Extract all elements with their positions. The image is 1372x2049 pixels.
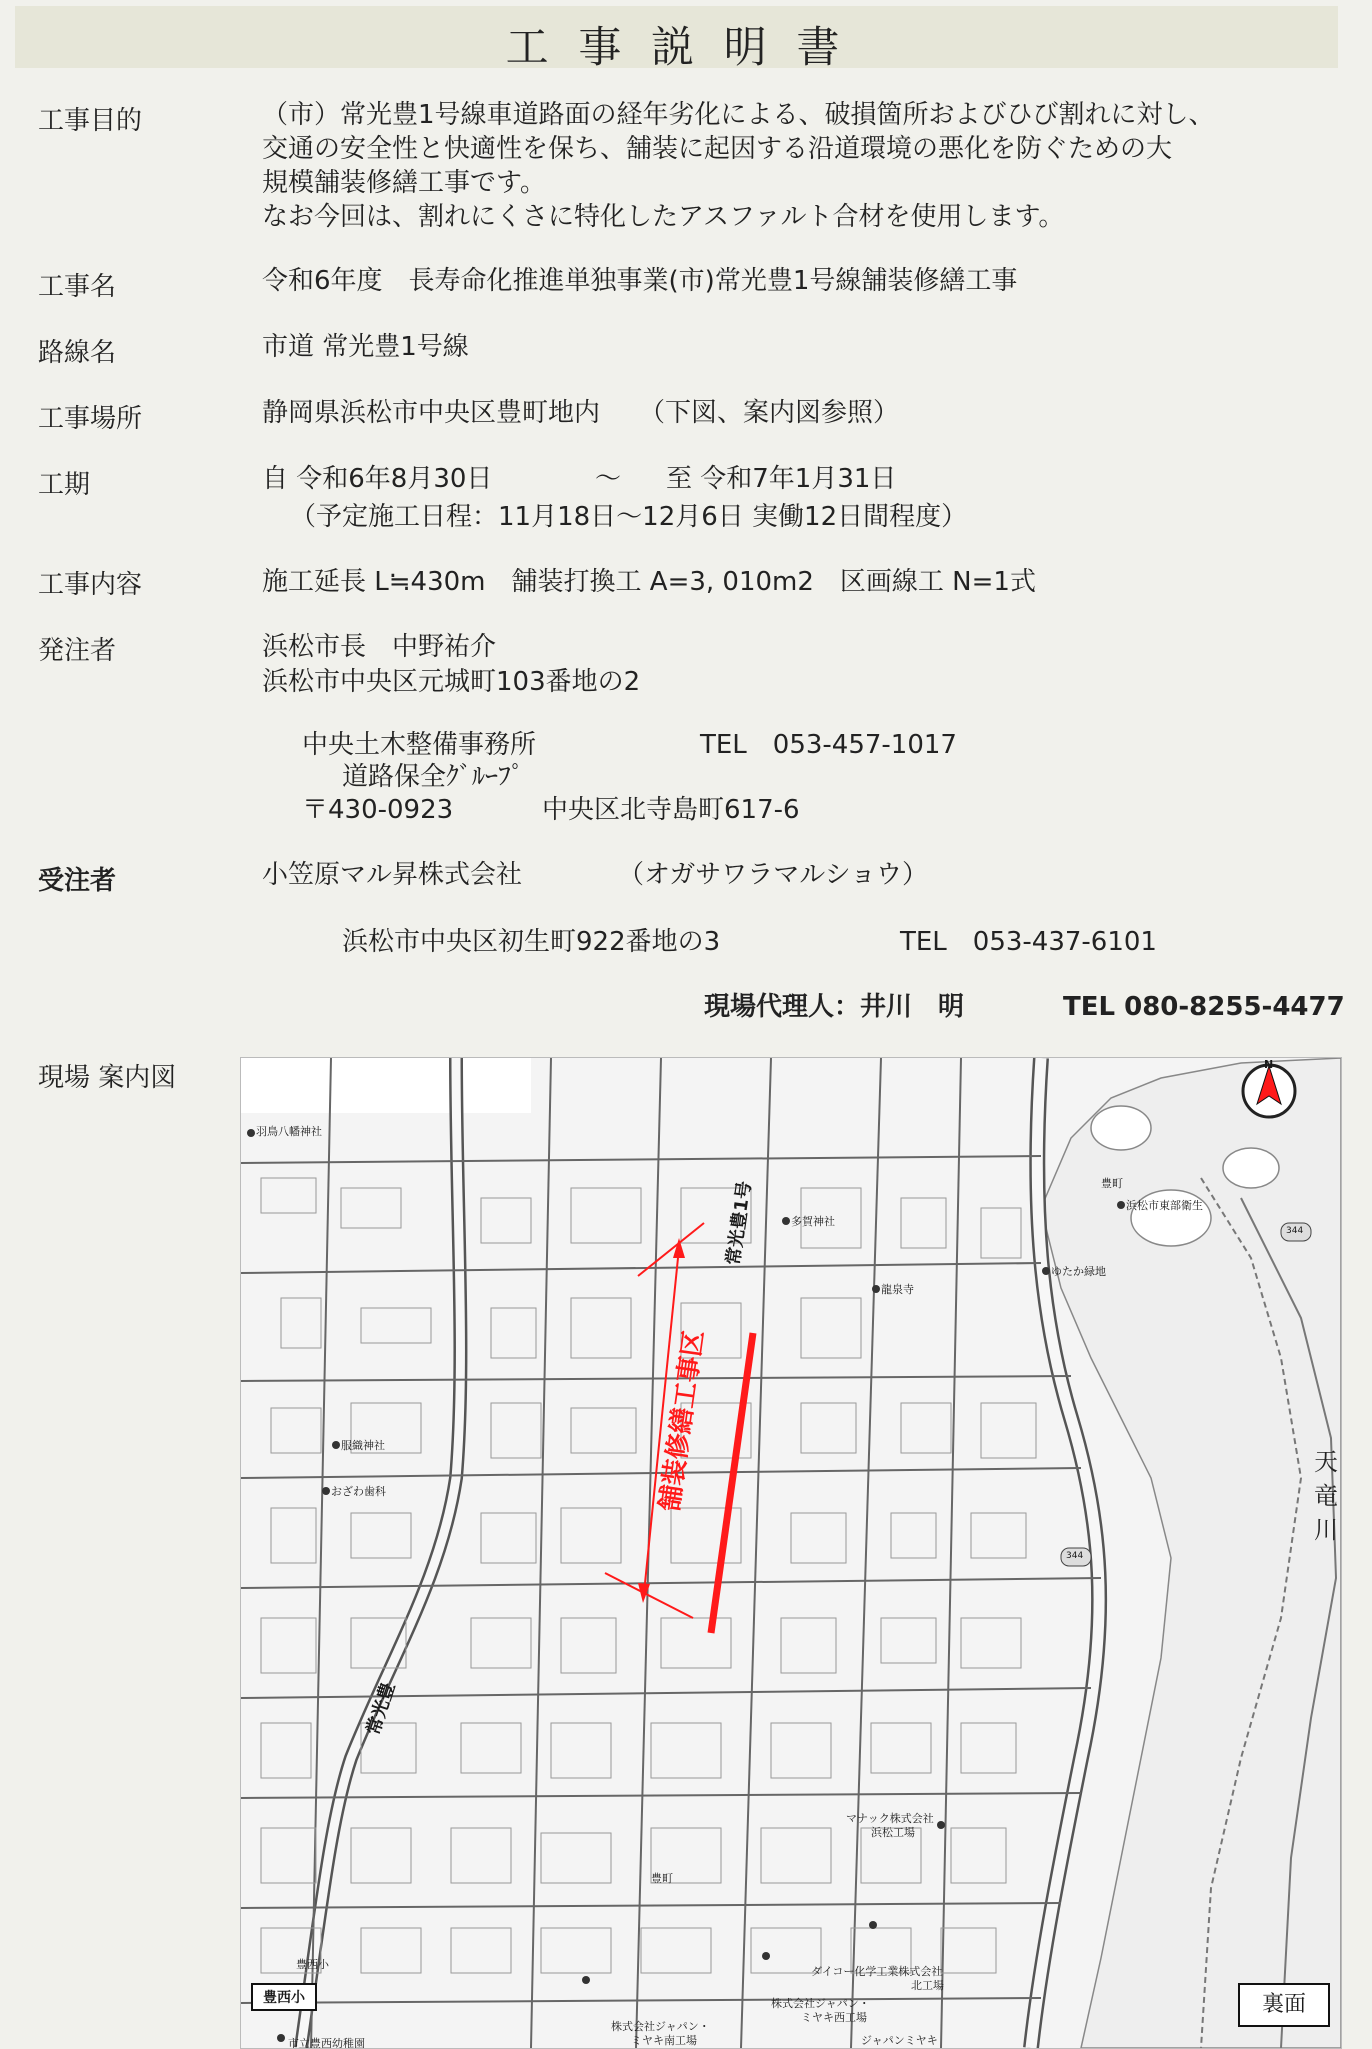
dimension-arrow-head-top [673, 1238, 685, 1258]
school-box-label: 豊西小 [251, 1983, 317, 2011]
route-344-label: 344 [1066, 1551, 1084, 1561]
client-office-addr: 中央区北寺島町617-6 [542, 795, 800, 825]
place-japan-miyaki: ジャパンミヤキ [861, 2034, 938, 2047]
purpose-line-3: 規模舗装修繕工事です。 [262, 168, 546, 198]
place-school: 豊西小 [296, 1958, 329, 1971]
map-label: 現場 案内図 [38, 1063, 177, 1093]
route-label-joko1: 常光豊1号 [722, 1179, 756, 1267]
place-manac: マナック株式会社 [846, 1812, 934, 1825]
contractor-address: 浜松市中央区初生町922番地の3 [342, 927, 721, 957]
client-office: 中央土木整備事務所 [302, 730, 537, 760]
place-shrine2: 多賀神社 [791, 1215, 835, 1228]
location-value: 静岡県浜松市中央区豊町地内 （下図、案内図参照） [262, 398, 900, 428]
place-kindergarten: 市立豊西幼稚園 [288, 2037, 365, 2049]
map-blank-area [241, 1058, 531, 1113]
purpose-line-1: （市）常光豊1号線車道路面の経年劣化による、破損箇所およびひび割れに対し、 [262, 100, 1215, 130]
place-office: 浜松市東部衛生 [1126, 1199, 1203, 1212]
place-shrine1: 羽鳥八幡神社 [256, 1125, 322, 1138]
period-label: 工期 [38, 470, 91, 500]
client-label: 発注者 [38, 636, 117, 666]
place-japan-west: 株式会社ジャパン・ [771, 1997, 870, 2010]
work-name-value: 令和6年度 長寿命化推進単独事業(市)常光豊1号線舗装修繕工事 [262, 266, 1018, 296]
client-mayor: 浜松市長 中野祐介 [262, 632, 497, 662]
site-map [240, 1057, 1342, 2049]
client-zip: 〒430-0923 [302, 795, 454, 825]
period-from: 自 令和6年8月30日 [262, 464, 493, 494]
client-tel: TEL 053-457-1017 [700, 730, 957, 760]
place-daiko-plant: 北工場 [911, 1979, 944, 1992]
place-park: ゆたか緑地 [1051, 1265, 1106, 1278]
contractor-kana: （オガサワラマルショウ） [618, 860, 929, 890]
client-address: 浜松市中央区元城町103番地の2 [262, 667, 641, 697]
site-agent: 現場代理人：井川 明 [704, 992, 965, 1022]
place-toyocho-south: 豊町 [651, 1872, 673, 1885]
north-label: N [1264, 1058, 1274, 1071]
place-japan-west-plant: ミヤキ西工場 [801, 2011, 867, 2024]
place-toyocho-north: 豊町 [1101, 1177, 1123, 1190]
title-bar [15, 6, 1338, 73]
content-value: 施工延長 L≒430m 舗装打換工 A=3, 010m2 区画線工 N=1式 [262, 567, 1036, 597]
page-title: 工 事 説 明 書 [505, 23, 848, 73]
place-manac-plant: 浜松工場 [871, 1826, 915, 1839]
period-tilde: ～ [595, 464, 622, 494]
purpose-line-2: 交通の安全性と快適性を保ち、舗装に起因する沿道環境の悪化を防ぐための大 [262, 134, 1173, 164]
content-label: 工事内容 [38, 570, 143, 600]
place-daiko: ダイコー化学工業株式会社 [811, 1965, 943, 1978]
purpose-line-4: なお今回は、割れにくさに特化したアスファルト合材を使用します。 [262, 202, 1065, 232]
site-agent-tel: TEL 080-8255-4477 [1063, 992, 1345, 1022]
route-label: 路線名 [38, 338, 117, 368]
river-char-1: 天 [1314, 1448, 1338, 1476]
joko-road-left-inner [301, 1058, 460, 2048]
river-char-2: 竜 [1314, 1482, 1338, 1510]
location-label: 工事場所 [38, 404, 143, 434]
client-group: 道路保全ｸﾞﾙｰﾌﾟ [342, 762, 525, 792]
place-dental: おざわ歯科 [331, 1485, 386, 1498]
contractor-company: 小笠原マル昇株式会社 [262, 860, 523, 890]
place-shrine3: 服織神社 [341, 1439, 385, 1452]
contractor-label: 受注者 [38, 866, 117, 896]
place-temple: 龍泉寺 [881, 1283, 914, 1296]
route-value: 市道 常光豊1号線 [262, 332, 469, 362]
back-side-button[interactable]: 裏面 [1238, 1983, 1330, 2027]
work-section-label: 舗装修繕工事区 [654, 1328, 710, 1514]
period-to: 至 令和7年1月31日 [666, 464, 897, 494]
place-japan-south: 株式会社ジャパン・ [611, 2020, 710, 2033]
period-note: （予定施工日程：11月18日～12月6日 実働12日間程度） [290, 502, 968, 532]
dimension-tick-bottom [605, 1573, 693, 1618]
purpose-label: 工事目的 [38, 106, 143, 136]
river-char-3: 川 [1314, 1516, 1338, 1544]
route-344-label-2: 344 [1286, 1226, 1304, 1236]
road-label-joko-left: 常光豊 [362, 1679, 400, 1738]
place-japan-south-plant: ミヤキ南工場 [631, 2034, 697, 2047]
work-name-label: 工事名 [38, 272, 117, 302]
contractor-tel: TEL 053-437-6101 [900, 927, 1157, 957]
